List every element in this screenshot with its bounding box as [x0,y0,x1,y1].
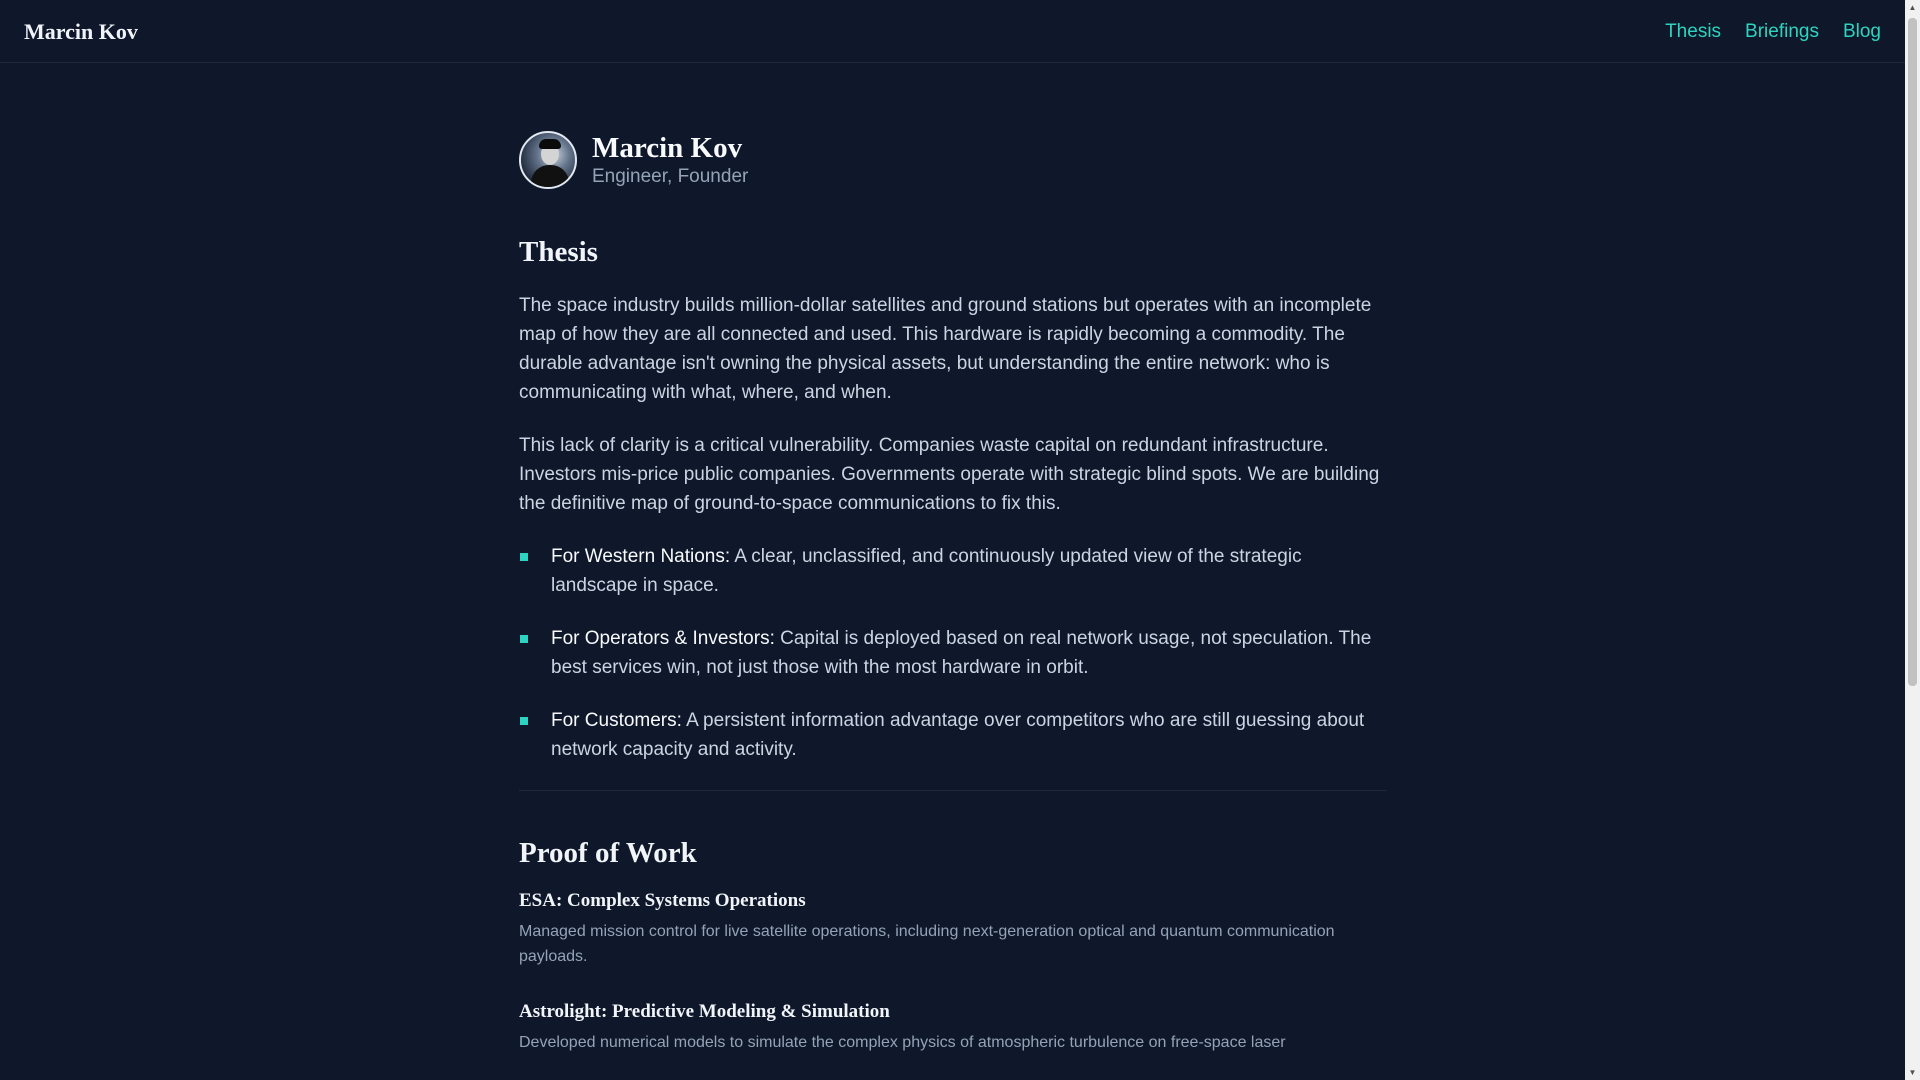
list-item [519,706,1387,764]
point-lead: For Operators & Investors: [551,628,775,649]
point-lead: For Customers: [551,710,682,731]
site-header [0,0,1905,63]
nav-link-briefings[interactable]: Briefings [1745,21,1819,42]
thesis-points-list [519,542,1387,764]
scroll-down-arrow-icon[interactable]: ▼ [1908,1068,1917,1077]
profile-name: Marcin Kov [592,132,743,164]
list-item [519,542,1387,600]
thesis-paragraph: This lack of clarity is a critical vulnerability. Companies waste capital on redundant infrastructure. Investors mis-price public companies. Governments operate with strategic blind spots. We are building the definitive map of ground-to-space communications to fix this. [519,435,1380,514]
section-divider [519,790,1387,791]
proof-heading: Proof of Work [519,837,697,869]
profile-text [592,132,748,188]
main-nav [1665,21,1881,43]
thesis-paragraph: The space industry builds million-dollar satellites and ground stations but operates with an incomplete map of how they are all connected and used. This hardware is rapidly becoming a commodity. The durable advantage isn't owning the physical assets, but understanding the entire network: who is communicating with what, where, and when. [519,295,1372,403]
profile-card [519,128,1387,192]
profile-role: Engineer, Founder [592,166,749,187]
work-title: ESA: Complex Systems Operations [519,890,806,911]
square-bullet-icon [520,553,528,561]
avatar [519,131,577,189]
brand-link[interactable]: Marcin Kov [24,19,138,44]
work-title: Astrolight: Predictive Modeling & Simulation [519,1001,890,1022]
nav-link-thesis[interactable]: Thesis [1665,21,1722,42]
work-description: Managed mission control for live satellite operations, including next-generation optical and quantum communication payloads. [519,923,1335,965]
point-text: A clear, unclassified, and continuously updated view of the strategic landscape in space. [551,546,1302,596]
point-text: Capital is deployed based on real network usage, not speculation. The best services win, not just those with the most hardware in orbit. [551,628,1372,678]
page-scrollbar[interactable] [1905,0,1920,1080]
thesis-heading: Thesis [519,236,598,268]
work-description: Developed numerical models to simulate the complex physics of atmospheric turbulence on free-space laser [519,1034,1286,1051]
square-bullet-icon [520,635,528,643]
main-content [519,128,1387,1055]
list-item [519,624,1387,682]
point-lead: For Western Nations: [551,546,731,567]
work-item [519,890,1387,969]
square-bullet-icon [520,717,528,725]
work-item [519,1001,1387,1055]
point-text: A persistent information advantage over competitors who are still guessing about network capacity and activity. [551,710,1365,760]
scroll-thumb[interactable] [1908,18,1917,686]
scroll-up-arrow-icon[interactable]: ▲ [1908,3,1917,12]
nav-link-blog[interactable]: Blog [1842,21,1881,42]
